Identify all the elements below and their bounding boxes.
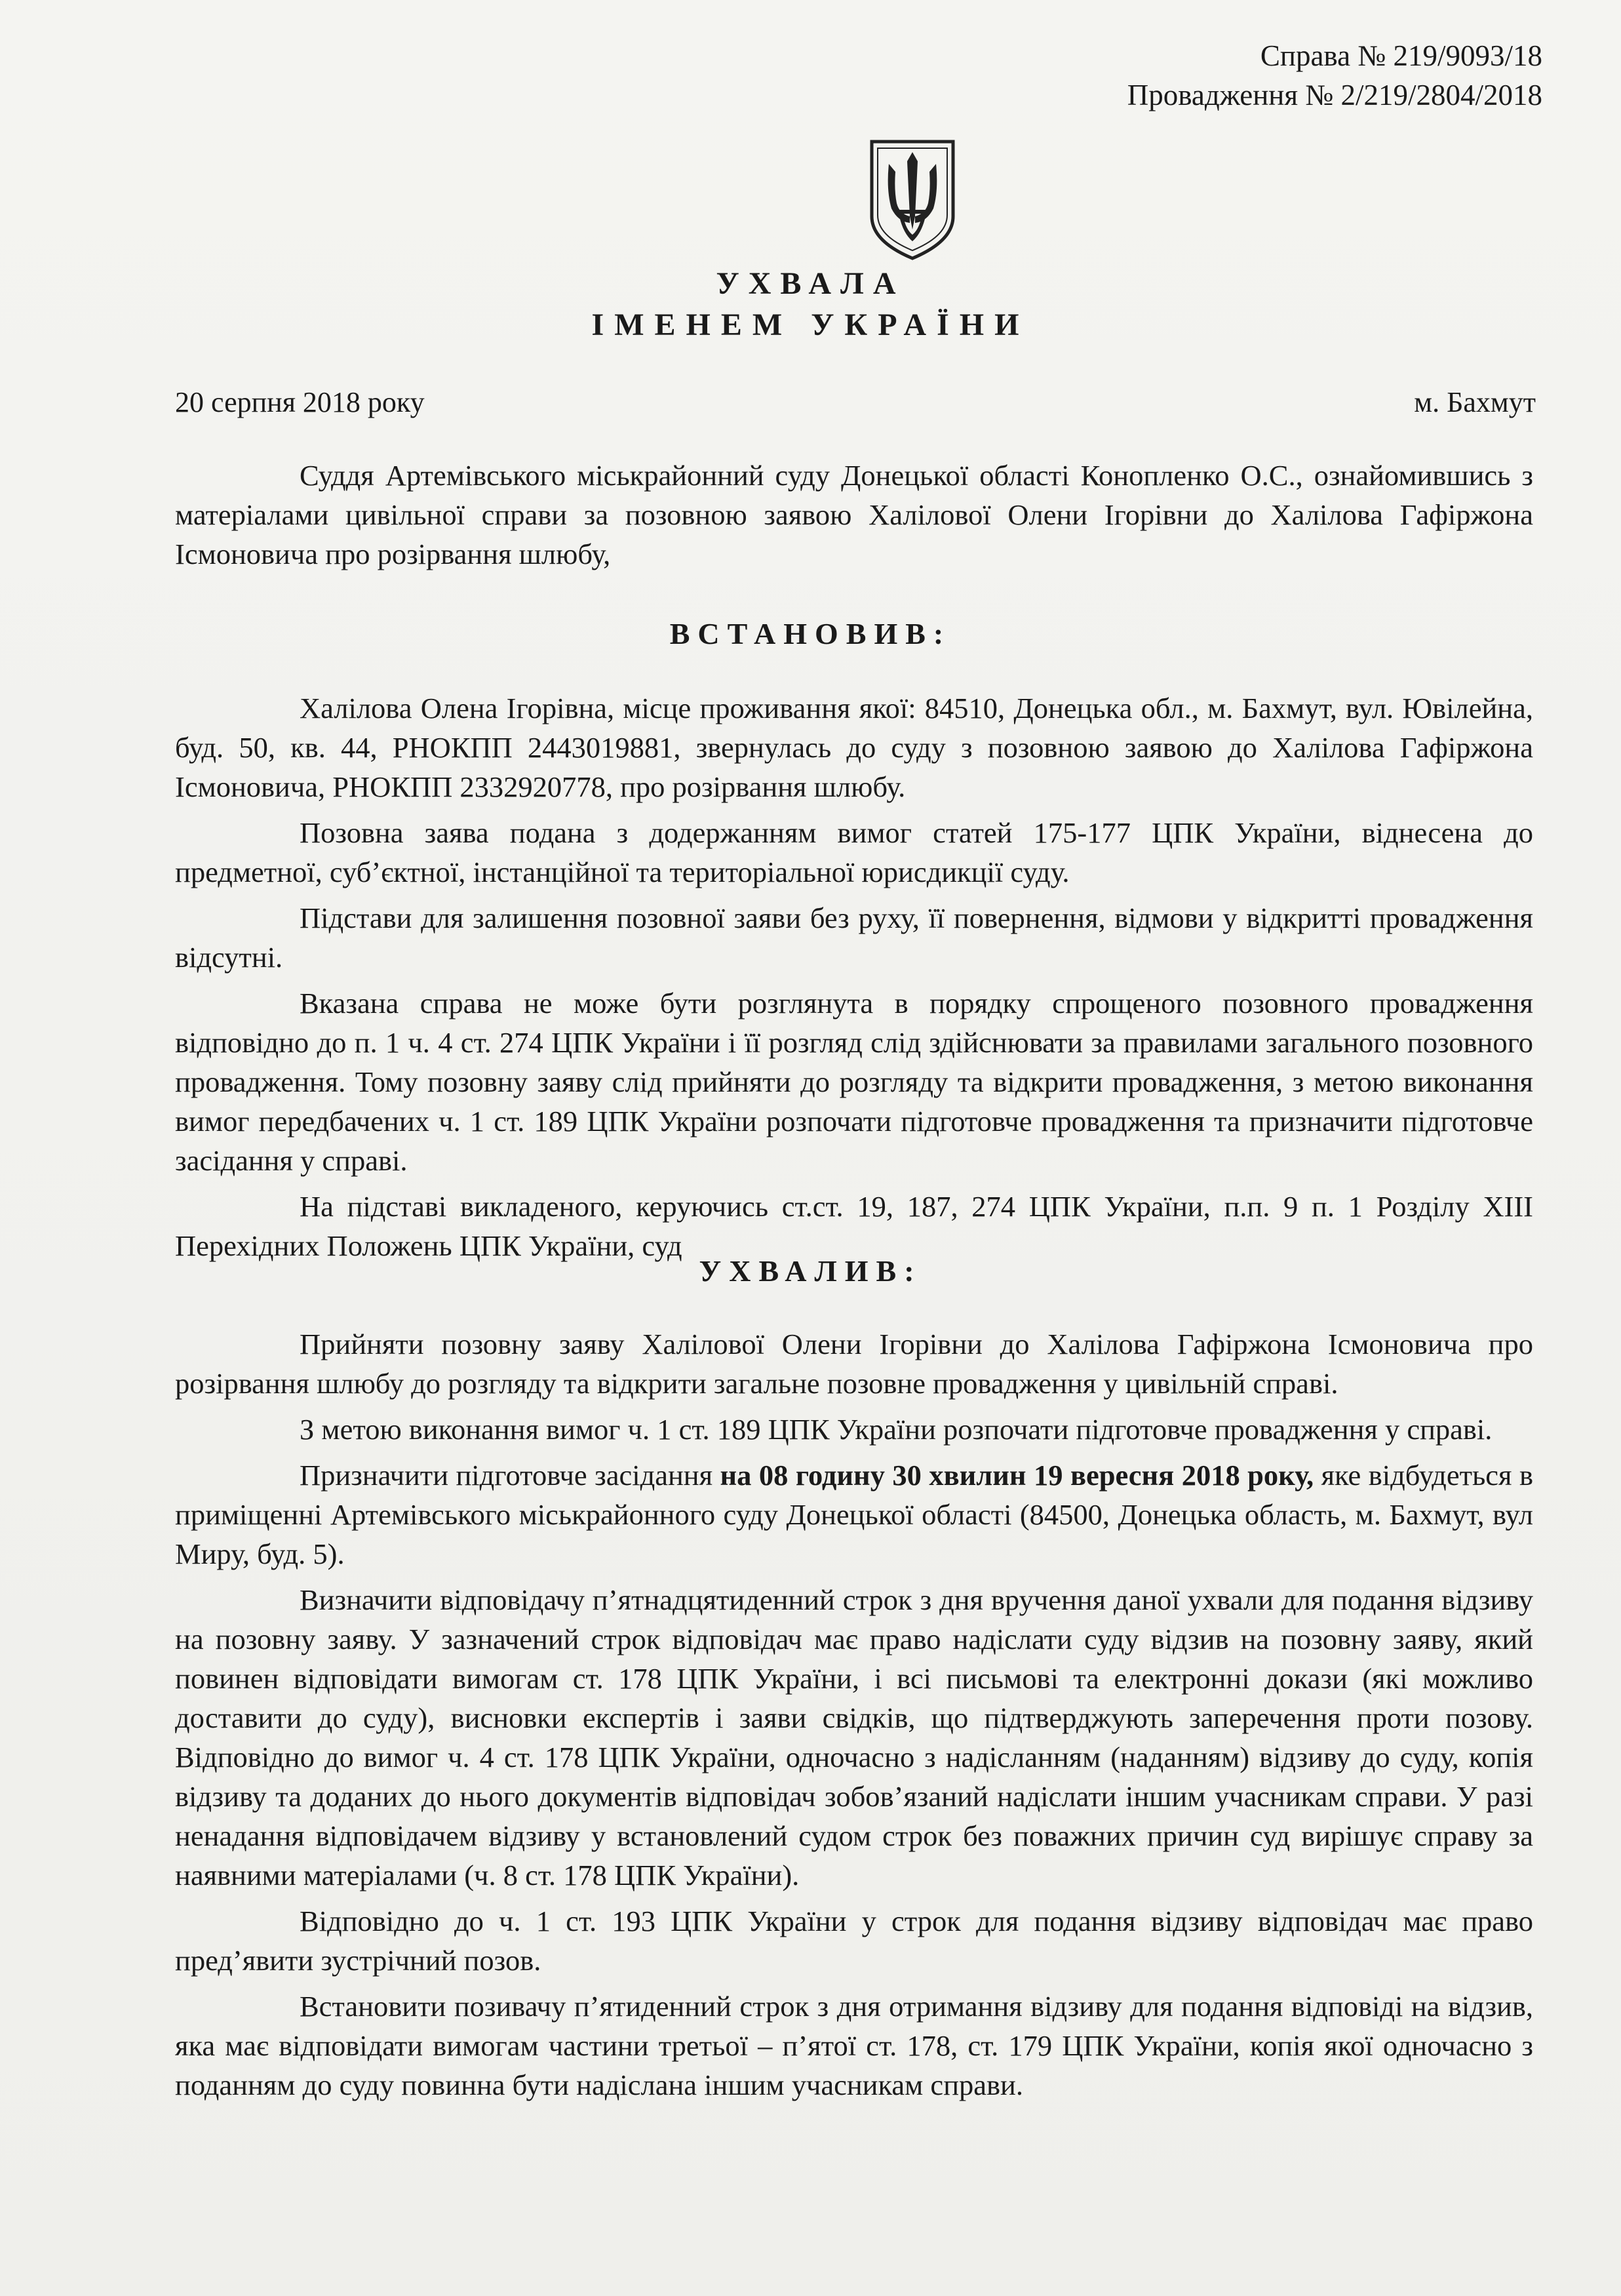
established-paragraph-1: Халілова Олена Ігорівна, місце проживання якої: 84510, Донецька обл., м. Бахмут, вул. Ювілейна, буд. 50, кв. 44, РНОКПП 2443019881, звернулась до суду з позовною заявою до Халілова Гафіржона Ісмоновича, РНОКПП 2332920778, про розірвання шлюбу.: [175, 692, 1533, 803]
decided-paragraph-3: [175, 1455, 1533, 1574]
intro-block: [175, 456, 1533, 574]
proceeding-number: Провадження № 2/219/2804/2018: [1127, 79, 1542, 111]
established-paragraph-2: Позовна заява подана з додержанням вимог статей 175-177 ЦПК України, віднесена до предметної, суб’єктної, інстанційної та територіальної юрисдикції суду.: [175, 816, 1533, 888]
established-paragraph-3: Підстави для залишення позовної заяви без руху, її повернення, відмови у відкритті провадження відсутні.: [175, 901, 1533, 974]
established-paragraph-5: На підставі викладеного, керуючись ст.ст. 19, 187, 274 ЦПК України, п.п. 9 п. 1 Розділу XIII Перехідних Положень ЦПК України, суд: [175, 1190, 1533, 1262]
established-paragraph-4: Вказана справа не може бути розглянута в порядку спрощеного позовного провадження відповідно до п. 1 ч. 4 ст. 274 ЦПК України і її розгляд слід здійснювати за правилами загального позовного провадження. Тому позовну заяву слід прийняти до розгляду та відкрити провадження, з метою виконання вимог передбачених ч. 1 ст. 189 ЦПК України розпочати підготовче провадження та призначити підготовче засідання у справі.: [175, 987, 1533, 1177]
decided-block: [175, 1324, 1533, 2111]
decided-paragraph-2: З метою виконання вимог ч. 1 ст. 189 ЦПК України розпочати підготовче провадження у справі.: [300, 1413, 1493, 1446]
established-heading: ВСТАНОВИВ:: [669, 617, 952, 650]
document-title: УХВАЛА: [716, 266, 905, 301]
tryzub-coat-of-arms-icon: [867, 138, 958, 262]
document-subtitle: ІМЕНЕМ УКРАЇНИ: [591, 307, 1030, 342]
case-number: Справа № 219/9093/18: [1260, 39, 1542, 72]
decided-paragraph-4: Визначити відповідачу п’ятнадцятиденний строк з дня вручення даної ухвали для подання відзиву на позовну заяву. У зазначений строк відповідач має право надіслати суду відзив на позовну заяву, який повинен відповідати вимогам ст. 178 ЦПК України, і всі письмові та електронні докази (які можливо доставити до суду), висновки експертів і заяви свідків, що підтверджують заперечення проти позову. Відповідно до вимог ч. 4 ст. 178 ЦПК України, одночасно з надісланням (наданням) відзиву до суду, копія відзиву та доданих до нього документів відповідач зобов’язаний надіслати іншим учасникам справи. У разі ненадання відповідачем відзиву у встановлений судом строк без поважних причин суд вирішує справу за наявними матеріалами (ч. 8 ст. 178 ЦПК України).: [175, 1583, 1533, 1891]
dateline: [175, 386, 1536, 419]
established-block: [175, 688, 1533, 1272]
decided-paragraph-5: Відповідно до ч. 1 ст. 193 ЦПК України у строк для подання відзиву відповідач має право пред’явити зустрічний позов.: [175, 1905, 1533, 1977]
case-references: [1127, 36, 1542, 115]
decided-heading: УХВАЛИВ:: [699, 1254, 922, 1288]
decided-paragraph-1: Прийняти позовну заяву Халілової Олени Ігорівни до Халілова Гафіржона Ісмоновича про розірвання шлюбу до розгляду та відкрити загальне позовне провадження у цивільній справі.: [175, 1328, 1533, 1400]
intro-paragraph: Суддя Артемівського міськрайонний суду Донецької області Конопленко О.С., ознайомившись з матеріалами цивільної справи за позовною заявою Халілової Олени Ігорівни до Халілова Гафіржона Ісмоновича про розірвання шлюбу,: [175, 459, 1533, 570]
decided-paragraph-6: Встановити позивачу п’ятиденний строк з дня отримання відзиву для подання відповіді на відзив, яка має відповідати вимогам частини третьої – п’ятої ст. 178, ст. 179 ЦПК України, копія якої одночасно з поданням до суду повинна бути надіслана іншим учасникам справи.: [175, 1990, 1533, 2101]
hearing-text-before: Призначити підготовче засідання: [300, 1459, 720, 1492]
hearing-datetime: на 08 годину 30 хвилин 19 вересня 2018 року,: [720, 1459, 1314, 1492]
document-place: м. Бахмут: [1414, 386, 1536, 418]
hearing-text-after: яке відбудеться в приміщенні Артемівського міськрайонного суду Донецької області (84500, Донецька область, м. Бахмут, вул Миру, буд. 5).: [175, 1459, 1533, 1570]
document-date: 20 серпня 2018 року: [175, 386, 425, 418]
